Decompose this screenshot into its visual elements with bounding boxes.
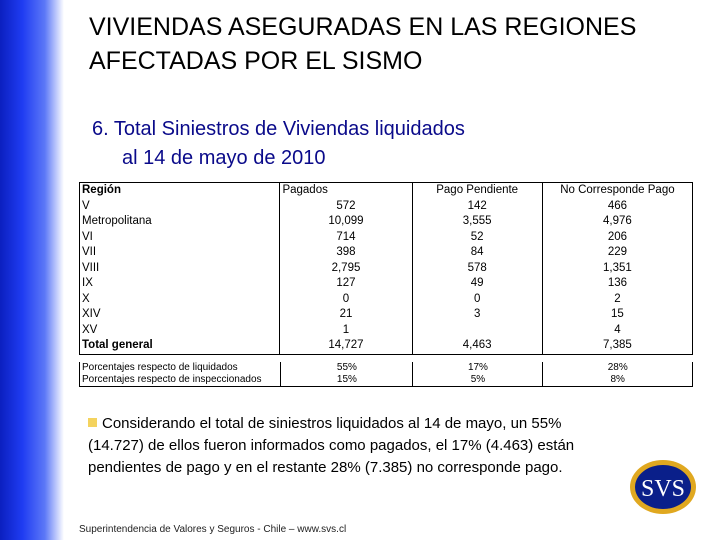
region-cell: Metropolitana (80, 214, 280, 230)
logo-text: SVS (640, 476, 686, 502)
pendiente-cell: 578 (412, 261, 542, 277)
pagados-cell: 10,099 (280, 214, 412, 230)
region-cell: VII (80, 245, 280, 261)
table-row (80, 307, 693, 323)
table-row (80, 214, 693, 230)
pagados-cell: 2,795 (280, 261, 412, 277)
region-cell: VI (80, 230, 280, 246)
pendiente-cell: 52 (412, 230, 542, 246)
no-corresponde-cell: 4 (542, 323, 692, 339)
no-corresponde-cell: 206 (542, 230, 692, 246)
region-cell: V (80, 199, 280, 215)
slide-subtitle (92, 115, 465, 173)
pendiente-cell: 84 (412, 245, 542, 261)
percentages-table (79, 362, 693, 387)
no-corresponde-cell: 466 (542, 199, 692, 215)
pagados-cell: 21 (280, 307, 412, 323)
pendiente-cell (412, 323, 542, 339)
footer-text: Superintendencia de Valores y Seguros - Chile – www.svs.cl (79, 524, 347, 535)
claims-table (79, 182, 693, 355)
pagados-cell: 714 (280, 230, 412, 246)
table-row (80, 245, 693, 261)
header-region: Región (80, 183, 280, 199)
no-corresponde-cell: 4,976 (542, 214, 692, 230)
no-corresponde-cell: 136 (542, 276, 692, 292)
total-pagados: 14,727 (280, 338, 412, 354)
header-pago-pendiente: Pago Pendiente (412, 183, 542, 199)
region-cell: X (80, 292, 280, 308)
table-row (80, 323, 693, 339)
percent-label: Porcentajes respecto de inspeccionados (80, 374, 281, 387)
percent-pagados: 15% (281, 374, 413, 387)
percent-no-corresponde: 8% (543, 374, 693, 387)
header-no-corresponde: No Corresponde Pago (542, 183, 692, 199)
table-header-row (80, 183, 693, 199)
region-cell: IX (80, 276, 280, 292)
total-no-corresponde: 7,385 (542, 338, 692, 354)
pendiente-cell: 49 (412, 276, 542, 292)
decorative-sidebar (0, 0, 64, 540)
header-pagados: Pagados (280, 183, 412, 199)
subtitle-line-1: 6. Total Siniestros de Viviendas liquidados (92, 118, 465, 140)
percent-pendiente: 17% (413, 362, 543, 374)
summary-text: Considerando el total de siniestros liquidados al 14 de mayo, un 55% (14.727) de ellos fueron informados como pagados, el 17% (4.463) están pendientes de pago y en el restante 28% (7.385) no corresponde pago. (88, 415, 575, 476)
pendiente-cell: 142 (412, 199, 542, 215)
summary-bullet (88, 413, 608, 479)
percent-pendiente: 5% (413, 374, 543, 387)
pagados-cell: 127 (280, 276, 412, 292)
percent-pagados: 55% (281, 362, 413, 374)
percent-no-corresponde: 28% (543, 362, 693, 374)
percent-label: Porcentajes respecto de liquidados (80, 362, 281, 374)
pagados-cell: 1 (280, 323, 412, 339)
table-row (80, 292, 693, 308)
region-cell: VIII (80, 261, 280, 277)
pendiente-cell: 0 (412, 292, 542, 308)
pagados-cell: 398 (280, 245, 412, 261)
subtitle-line-2: al 14 de mayo de 2010 (122, 147, 326, 169)
no-corresponde-cell: 2 (542, 292, 692, 308)
percent-row (80, 374, 693, 387)
table-row (80, 199, 693, 215)
pagados-cell: 572 (280, 199, 412, 215)
slide-title: VIVIENDAS ASEGURADAS EN LAS REGIONES AFECTADAS POR EL SISMO (89, 13, 637, 75)
total-label: Total general (80, 338, 280, 354)
table-row (80, 230, 693, 246)
pendiente-cell: 3,555 (412, 214, 542, 230)
svs-logo (628, 458, 698, 516)
region-cell: XV (80, 323, 280, 339)
percent-row (80, 362, 693, 374)
region-cell: XIV (80, 307, 280, 323)
total-row (80, 338, 693, 354)
no-corresponde-cell: 229 (542, 245, 692, 261)
table-row (80, 276, 693, 292)
table-row (80, 261, 693, 277)
no-corresponde-cell: 15 (542, 307, 692, 323)
total-pendiente: 4,463 (412, 338, 542, 354)
pendiente-cell: 3 (412, 307, 542, 323)
pagados-cell: 0 (280, 292, 412, 308)
no-corresponde-cell: 1,351 (542, 261, 692, 277)
bullet-square-icon (88, 418, 97, 427)
